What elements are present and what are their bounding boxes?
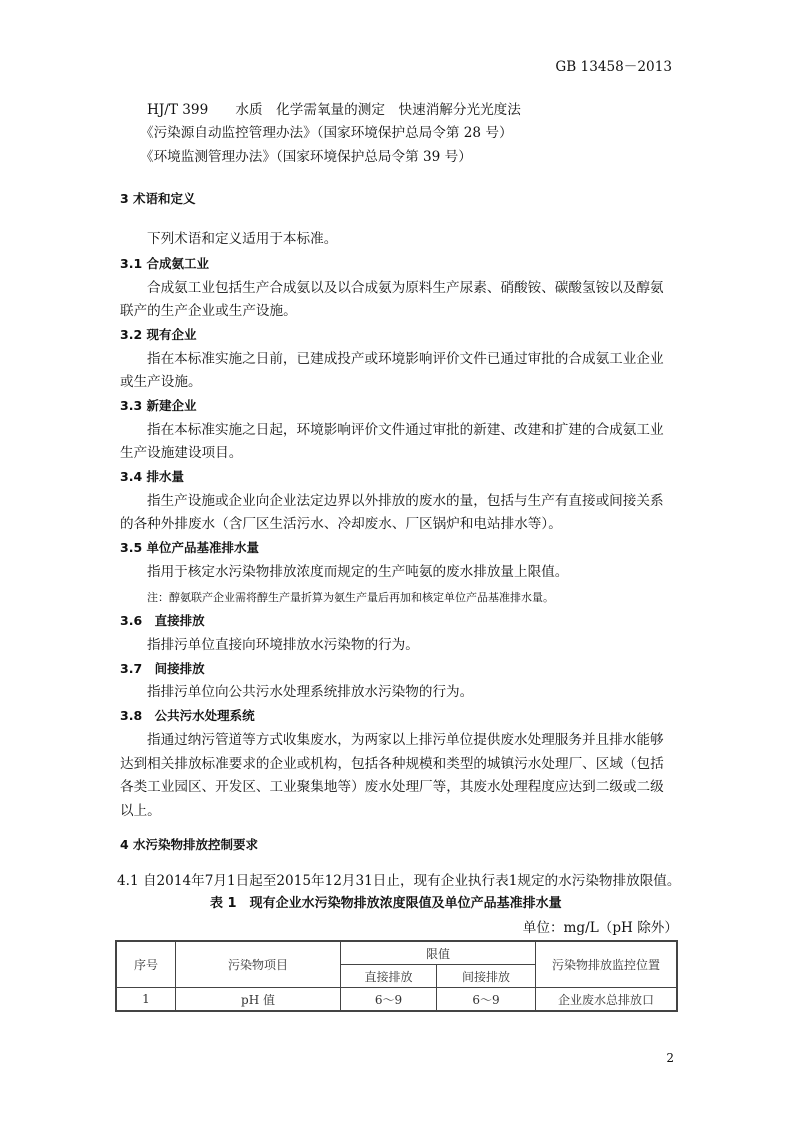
table-row xyxy=(116,988,677,1012)
term-heading: 3.3 新建企业 xyxy=(120,398,197,413)
reference: 《环境监测管理办法》（国家环境保护总局令第 39 号） xyxy=(140,149,472,165)
section-heading: 4 水污染物排放控制要求 xyxy=(120,837,259,852)
cell-no: 1 xyxy=(116,988,176,1012)
paragraph-line: 的各种外排废水（含厂区生活污水、冷却废水、厂区锅炉和电站排水等）。 xyxy=(120,516,562,532)
paragraph-line: 指在本标准实施之日前，已建成投产或环境影响评价文件已通过审批的合成氨工业企业 xyxy=(147,351,664,367)
cell-indirect: 6～9 xyxy=(437,988,536,1012)
paragraph-line: 指排污单位向公共污水处理系统排放水污染物的行为。 xyxy=(147,684,474,700)
cell-direct: 6～9 xyxy=(341,988,437,1012)
paragraph: 4.1 自2014年7月1日起至2015年12月31日止，现有企业执行表1规定的水污染物排放限值。 xyxy=(117,873,681,889)
term-heading: 3.7 间接排放 xyxy=(120,661,205,676)
cell-location: 企业废水总排放口 xyxy=(536,988,678,1012)
table-unit: 单位：mg/L（pH 除外） xyxy=(522,920,678,936)
term-heading: 3.6 直接排放 xyxy=(120,613,205,628)
paragraph-line: 联产的生产企业或生产设施。 xyxy=(120,303,297,319)
paragraph-line: 达到相关排放标准要求的企业或机构，包括各种规模和类型的城镇污水处理厂、区域（包括 xyxy=(120,756,664,772)
doc-id: GB 13458－2013 xyxy=(555,59,672,75)
emission-limits-table xyxy=(115,940,678,1012)
header-no: 序号 xyxy=(116,941,176,988)
term-heading: 3.5 单位产品基准排水量 xyxy=(120,540,259,555)
paragraph-line: 生产设施建设项目。 xyxy=(120,445,243,461)
paragraph-line: 以上。 xyxy=(120,803,161,819)
paragraph-line: 指在本标准实施之日起，环境影响评价文件通过审批的新建、改建和扩建的合成氨工业 xyxy=(147,422,664,438)
header-location: 污染物排放监控位置 xyxy=(536,941,678,988)
cell-item: pH 值 xyxy=(176,988,341,1012)
paragraph-line: 合成氨工业包括生产合成氨以及以合成氨为原料生产尿素、硝酸铵、碳酸氢铵以及醇氨 xyxy=(147,280,664,296)
paragraph-line: 指生产设施或企业向企业法定边界以外排放的废水的量，包括与生产有直接或间接关系 xyxy=(147,493,664,509)
header-item: 污染物项目 xyxy=(176,941,341,988)
paragraph-line: 各类工业园区、开发区、工业聚集地等）废水处理厂等，其废水处理程度应达到二级或二级 xyxy=(120,779,664,795)
paragraph-line: 指通过纳污管道等方式收集废水，为两家以上排污单位提供废水处理服务并且排水能够 xyxy=(147,732,664,748)
header-direct: 直接排放 xyxy=(341,965,437,988)
term-heading: 3.4 排水量 xyxy=(120,469,184,484)
paragraph-line: 指排污单位直接向环境排放水污染物的行为。 xyxy=(147,637,419,653)
table-title: 表 1 现有企业水污染物排放浓度限值及单位产品基准排水量 xyxy=(210,896,562,911)
reference: HJ/T 399 水质 化学需氧量的测定 快速消解分光光度法 xyxy=(147,102,521,118)
header-indirect: 间接排放 xyxy=(437,965,536,988)
term-heading: 3.2 现有企业 xyxy=(120,327,197,342)
note: 注：醇氨联产企业需将醇生产量折算为氨生产量后再加和核定单位产品基准排水量。 xyxy=(147,591,554,604)
reference: 《污染源自动监控管理办法》（国家环境保护总局令第 28 号） xyxy=(140,125,513,141)
paragraph-line: 指用于核定水污染物排放浓度而规定的生产吨氨的废水排放量上限值。 xyxy=(147,564,569,580)
paragraph: 下列术语和定义适用于本标准。 xyxy=(147,231,338,247)
page-number: 2 xyxy=(666,1051,674,1065)
header-limit: 限值 xyxy=(341,941,536,965)
term-heading: 3.1 合成氨工业 xyxy=(120,256,209,271)
paragraph-line: 或生产设施。 xyxy=(120,374,202,390)
section-heading: 3 术语和定义 xyxy=(120,191,196,206)
term-heading: 3.8 公共污水处理系统 xyxy=(120,708,255,723)
